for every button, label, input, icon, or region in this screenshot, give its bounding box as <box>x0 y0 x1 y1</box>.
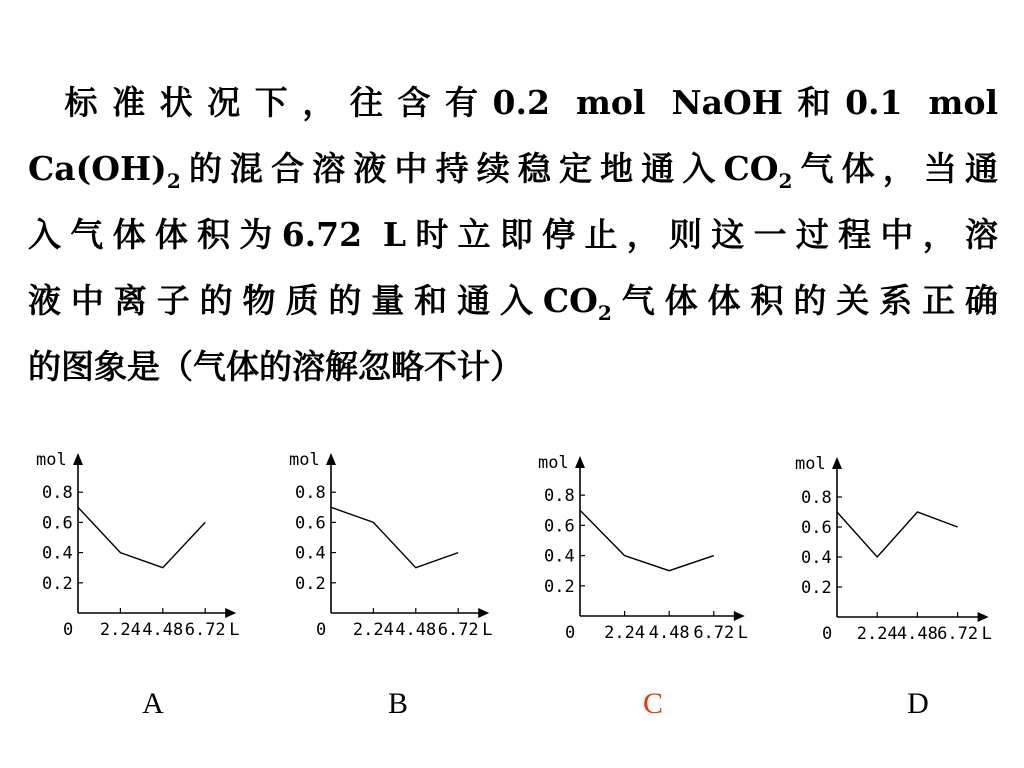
question-line-5 <box>28 334 998 400</box>
origin-label: 0 <box>822 624 833 644</box>
y-tick-label: 0.8 <box>544 486 575 507</box>
y-tick-label: 0.6 <box>801 518 832 538</box>
y-axis-label: mol <box>795 454 826 474</box>
question-line-3-text: 入气体体积为6.72 L时立即停止，则这一过程中，溶 <box>28 215 998 254</box>
x-tick-label: 4.48 <box>896 624 938 644</box>
x-tick-label: 2.24 <box>352 620 394 640</box>
x-axis-arrow <box>225 608 236 618</box>
y-tick-label: 0.8 <box>42 483 73 504</box>
option-label-d[interactable]: D <box>907 687 929 720</box>
question-line-5-text: 的图象是（气体的溶解忽略不计） <box>28 347 523 386</box>
y-axis-arrow <box>326 453 336 465</box>
y-tick-label: 0.4 <box>42 543 73 564</box>
y-tick-label: 0.2 <box>42 573 73 594</box>
origin-label: 0 <box>316 620 327 640</box>
x-axis-label: L <box>981 624 992 644</box>
graph-b[interactable] <box>289 450 492 720</box>
y-tick-label: 0.4 <box>801 548 832 568</box>
x-tick-label: 6.72 <box>437 620 479 640</box>
y-tick-label: 0.2 <box>544 576 575 597</box>
data-line <box>837 512 958 557</box>
origin-label: 0 <box>63 620 74 640</box>
x-tick-label: 6.72 <box>693 623 735 643</box>
question-line-4-text-a: 液中离子的物质的量和通入CO <box>28 281 598 320</box>
subscript: 2 <box>597 301 612 325</box>
y-tick-label: 0.6 <box>295 513 326 534</box>
question-line-2 <box>28 136 998 202</box>
y-tick-label: 0.6 <box>42 513 73 534</box>
x-axis-arrow <box>978 612 989 622</box>
answer-choice-graphs <box>0 430 1024 730</box>
y-axis-label: mol <box>36 450 67 470</box>
x-axis-label: L <box>737 623 749 643</box>
y-axis-arrow <box>73 453 83 465</box>
x-tick-label: 4.48 <box>395 620 437 640</box>
option-label-c[interactable]: C <box>642 687 664 720</box>
question-line-4-text-b: 气体体积的关系正确 <box>611 281 998 320</box>
origin-label: 0 <box>565 623 576 643</box>
question-line-1 <box>28 70 998 136</box>
y-axis-label: mol <box>289 450 320 470</box>
x-tick-label: 4.48 <box>648 623 690 643</box>
x-tick-label: 4.48 <box>142 620 184 640</box>
y-tick-label: 0.6 <box>544 516 575 537</box>
subscript: 2 <box>778 169 793 193</box>
question-text <box>28 70 998 400</box>
x-tick-label: 6.72 <box>937 624 979 644</box>
y-tick-label: 0.2 <box>801 578 832 598</box>
x-axis-label: L <box>229 620 240 640</box>
x-axis-arrow <box>478 608 489 618</box>
y-axis-arrow <box>575 456 585 468</box>
option-label-b[interactable]: B <box>387 687 409 720</box>
data-line <box>580 510 714 570</box>
x-tick-label: 2.24 <box>604 623 646 643</box>
y-tick-label: 0.8 <box>801 488 832 508</box>
question-line-4 <box>28 268 998 334</box>
y-axis-arrow <box>832 457 842 469</box>
x-tick-label: 6.72 <box>184 620 226 640</box>
subscript: 2 <box>166 169 181 193</box>
x-axis-arrow <box>734 611 745 621</box>
option-label-a[interactable]: A <box>142 687 164 720</box>
data-line <box>78 507 205 567</box>
x-tick-label: 2.24 <box>99 620 141 640</box>
question-line-3 <box>28 202 998 268</box>
graph-a[interactable] <box>36 450 239 720</box>
question-line-2-text-c: 气体，当通 <box>792 149 999 188</box>
y-tick-label: 0.4 <box>544 546 575 567</box>
y-tick-label: 0.4 <box>295 543 326 564</box>
y-tick-label: 0.8 <box>295 483 326 504</box>
question-line-2-text-b: 的混合溶液中持续稳定地通入CO <box>180 149 779 188</box>
data-line <box>331 507 458 567</box>
question-line-2-text-a: Ca(OH) <box>28 149 167 188</box>
question-line-1-text: 标准状况下，往含有0.2 mol NaOH和0.1 mol <box>50 83 998 122</box>
y-axis-label: mol <box>538 453 569 473</box>
x-tick-label: 2.24 <box>856 624 898 644</box>
graph-d[interactable] <box>795 454 992 720</box>
y-tick-label: 0.2 <box>295 573 326 594</box>
x-axis-label: L <box>482 620 493 640</box>
graph-c[interactable] <box>538 453 748 720</box>
